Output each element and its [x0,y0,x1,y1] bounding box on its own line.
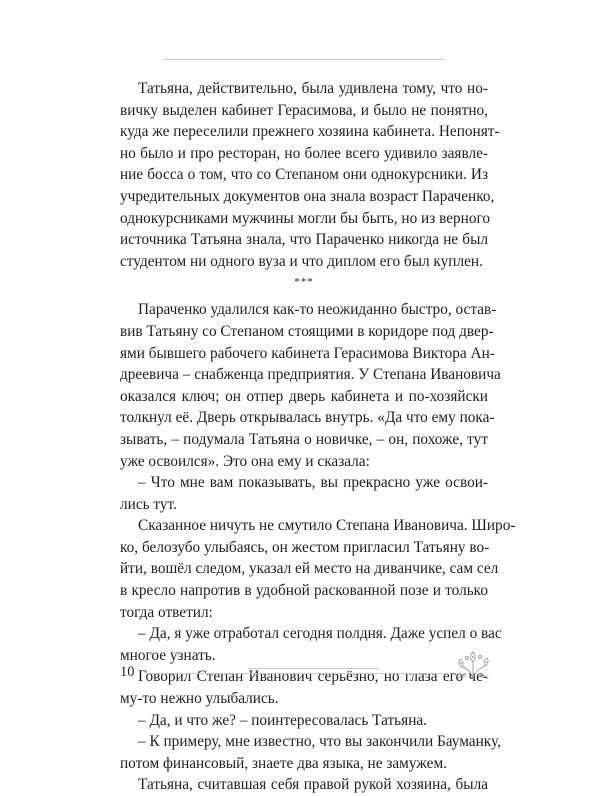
text-line: уже освоился». Это она ему и сказала: [120,452,370,470]
text-line: ко, белозубо улыбаясь, он жестом пригласил Татьяну во- [120,538,490,556]
text-line: вив Татьяну со Степаном стоящими в коридоре под двер- [120,322,494,340]
text-line: источника Татьяна знала, что Параченко никогда не был [120,231,488,249]
text-line: вичку выделен кабинет Герасимова, и было не понятно, [120,101,488,119]
dialogue-1 [120,472,488,515]
text-line: ями бывшего рабочего кабинета Герасимова Виктора Ан- [120,344,495,362]
header-rule [163,59,445,60]
text-line: Татьяна, считавшая себя правой рукой хозяина, была [138,776,488,794]
text-line: многое узнать. [120,646,216,664]
page-footer [120,662,488,692]
text-line: однокурсниками мужчины могли бы быть, но из верного [120,209,491,227]
text-line: ние босса о том, что со Степаном они однокурсники. Из [120,166,488,184]
paragraph-3 [120,515,516,623]
footer-rule [150,673,443,674]
text-line: тогда ответил: [120,603,213,621]
page-number: 10 [120,664,135,680]
text-line: Татьяна, действительно, была удивлена тому, что но- [138,80,488,97]
text-line: студентом ни одного вуза и что диплом его был куплен. [120,252,483,270]
paragraph-5 [120,774,488,796]
dialogue-3 [120,710,488,732]
text-line: оказался ключ; он отпер дверь кабинета и по-хозяйски [120,387,488,405]
text-line: толкнул её. Дверь открывалась внутрь. «Да что ему пока- [120,409,495,427]
footer-rule-short [248,668,378,669]
dialogue-2 [120,623,502,666]
text-line: му-то нежно улыбались. [120,690,279,708]
text-line: в кресло напротив в удобной раскованной позе и только [120,582,488,600]
text-line: лись тут. [120,495,177,513]
section-separator: *** [294,276,314,289]
dialogue-4 [120,731,501,774]
text-line: дреевича – снабженца предприятия. У Степана Ивановича [120,366,501,384]
text-line: зывать, – подумала Татьяна о новичке, – он, похоже, тут [120,430,488,448]
text-line: Говорил Степан Иванович серьёзно, но глаза его че- [138,668,488,686]
text-line: – Да, я уже отработал сегодня полдня. Даже успел о вас [138,625,502,643]
text-line: Параченко удалился как-то неожиданно быстро, остав- [138,301,497,319]
text-line: но было и про ресторан, но более всего удивило заявле- [120,144,488,162]
text-line: Сказанное ничуть не смутило Степана Ивановича. Широ- [138,517,516,535]
text-line: – К примеру, мне известно, что вы закончили Бауманку, [138,733,501,751]
paragraph-2 [120,299,501,472]
text-line: куда же переселили прежнего хозяина кабинета. Непонят- [120,123,500,141]
text-line: – Что мне вам показывать, вы прекрасно уже освои- [138,474,488,492]
text-line: учредительных документов она знала возраст Параченко, [120,187,495,205]
floral-ornament-icon [454,648,492,682]
text-line: – Да, и что же? – поинтересовалась Татьяна. [138,711,427,729]
paragraph-1 [120,78,500,272]
text-line: йти, вошёл следом, указал ей место на диванчике, сам сел [120,560,499,578]
text-line: потом финансовый, знаете два языка, не замужем. [120,754,447,772]
